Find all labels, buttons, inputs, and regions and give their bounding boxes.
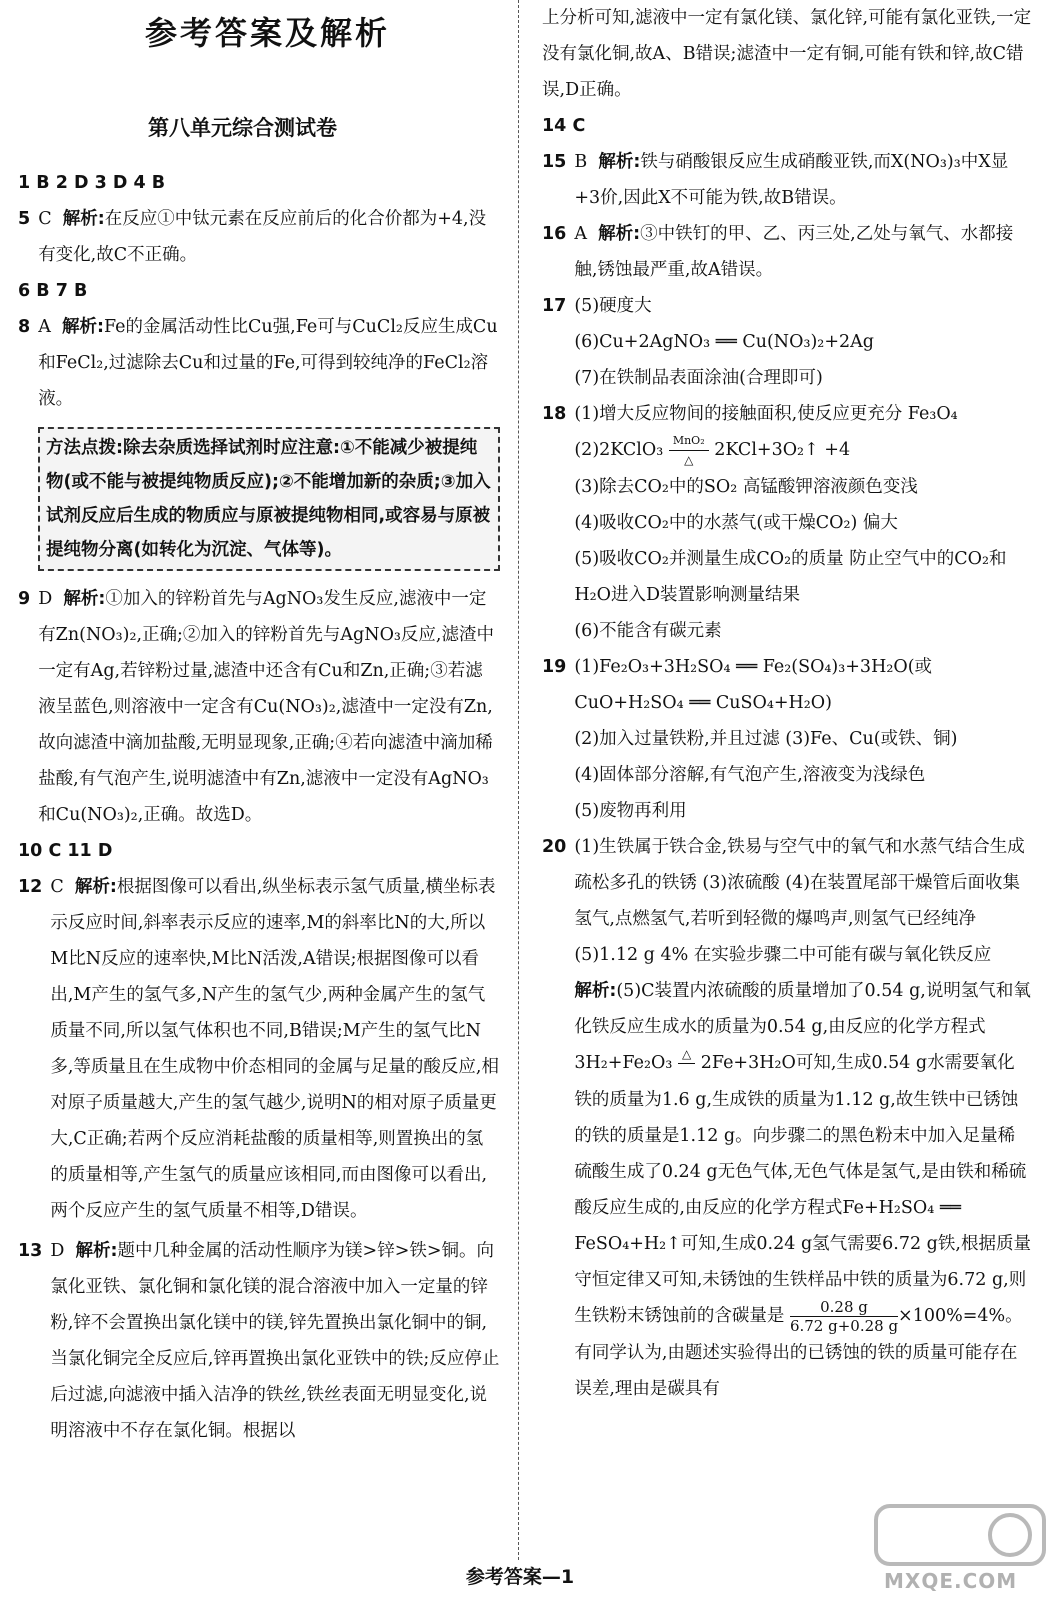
- carbon-content-fraction: $\frac{0.28 g}{6.72 g+0.28 g}$: [789, 1298, 899, 1335]
- q19-part-5: (5)废物再利用: [574, 801, 687, 821]
- answer-14: [542, 108, 1032, 144]
- analysis-label: 解析:: [61, 317, 104, 337]
- question-number: 12: [18, 877, 43, 897]
- answer-letter: D: [50, 1241, 65, 1261]
- question-8: [18, 309, 500, 417]
- analysis-text: 铁与硝酸银反应生成硝酸亚铁,而X(NO₃)₃中X显+3价,因此X不可能为铁,故B错误。: [574, 152, 1009, 208]
- left-column: [18, 165, 500, 1449]
- q17-part-5: (5)硬度大: [574, 296, 652, 316]
- answer-letter: B: [574, 152, 588, 172]
- answers-1-4: [18, 165, 500, 201]
- page-footer: 参考答案—1: [465, 1566, 575, 1588]
- q18-part-3: (3)除去CO₂中的SO₂ 高锰酸钾溶液颜色变浅: [574, 477, 918, 497]
- answers-10-11: [18, 833, 500, 869]
- q17-part-7: (7)在铁制品表面涂油(合理即可): [574, 368, 823, 388]
- analysis-label: 解析:: [63, 589, 106, 609]
- analysis-text: 根据图像可以看出,纵坐标表示氢气质量,横坐标表示反应时间,斜率表示反应的速率,M的斜率比N的大,所以M比N反应的速率快,M比N活泼,A错误;根据图像可以看出,M产生的氢气多,N产生的氢气少,两种金属产生的氢气质量不同,所以氢气体积也不同,B错误;M产生的氢气比N多,等质量且在生成物中价态相同的金属与足量的酸反应,相对原子质量越大,产生的氢气越少,说明N的相对原子质量更大,C正确;若两个反应消耗盐酸的质量相等,则置换出的氢的质量相等,产生氢气的质量应该相同,而由图像可以看出,两个反应产生的氢气质量不相等,D错误。: [50, 877, 499, 1221]
- question-number: 20: [542, 837, 567, 857]
- question-number: 9: [18, 589, 31, 609]
- question-5: [18, 201, 500, 273]
- question-number: 18: [542, 404, 567, 424]
- right-column: [542, 0, 1032, 1407]
- question-18: [542, 396, 1032, 649]
- answers-1-4-text: 1 B 2 D 3 D 4 B: [18, 173, 166, 193]
- question-19: [542, 649, 1032, 829]
- answers-10-11-text: 10 C 11 D: [18, 841, 113, 861]
- question-20: [542, 829, 1032, 1407]
- q18-part-2: (2)2KClO₃ $\frac{\text{MnO₂}}{\triangle}$ 2KCl+3O₂↑ +4: [574, 434, 851, 467]
- answer-14-text: 14 C: [542, 116, 586, 136]
- question-12: [18, 869, 500, 1229]
- q18-part-4: (4)吸收CO₂中的水蒸气(或干燥CO₂) 偏大: [574, 513, 898, 533]
- watermark-logo: [870, 1500, 1050, 1595]
- q18-part-1: (1)增大反应物间的接触面积,使反应更充分 Fe₃O₄: [574, 404, 958, 424]
- analysis-label: 解析:: [598, 152, 641, 172]
- analysis-label: 解析:: [74, 877, 117, 897]
- reaction-condition: $\frac{\text{MnO₂}}{\triangle}$: [669, 432, 709, 469]
- q20-answer-text: (1)生铁属于铁合金,铁易与空气中的氧气和水蒸气结合生成疏松多孔的铁锈 (3)浓硫酸 (4)在装置尾部干燥管后面收集氢气,点燃氢气,若听到轻微的爆鸣声,则氢气已经纯净 (5)1.12 g 4% 在实验步骤二中可能有碳与氧化铁反应: [574, 837, 1025, 965]
- question-15: [542, 144, 1032, 216]
- question-number: 16: [542, 224, 567, 244]
- analysis-label: 解析:: [75, 1241, 118, 1261]
- column-divider: [518, 0, 520, 1560]
- question-number: 8: [18, 317, 31, 337]
- question-number: 17: [542, 296, 567, 316]
- analysis-text: 题中几种金属的活动性顺序为镁>锌>铁>铜。向氯化亚铁、氯化铜和氯化镁的混合溶液中加入一定量的锌粉,锌不会置换出氯化镁中的镁,锌先置换出氯化铜中的铜,当氯化铜完全反应后,锌再置换出氯化亚铁中的铁;反应停止后过滤,向滤液中插入洁净的铁丝,铁丝表面无明显变化,说明溶液中不存在氯化铜。根据以: [50, 1241, 500, 1441]
- q19-part-1: (1)Fe₂O₃+3H₂SO₄ ══ Fe₂(SO₄)₃+3H₂O(或CuO+H₂SO₄ ══ CuSO₄+H₂O): [574, 657, 933, 713]
- question-17: [542, 288, 1032, 396]
- analysis-text: ①加入的锌粉首先与AgNO₃发生反应,滤液中一定有Zn(NO₃)₂,正确;②加入的锌粉首先与AgNO₃反应,滤渣中一定有Ag,若锌粉过量,滤渣中还含有Cu和Zn,正确;③若滤液呈蓝色,则溶液中一定含有Cu(NO₃)₂,滤渣中一定没有Zn,故向滤渣中滴加盐酸,无明显现象,正确;④若向滤渣中滴加稀盐酸,有气泡产生,说明滤渣中有Zn,滤液中一定没有AgNO₃和Cu(NO₃)₂,正确。故选D。: [38, 589, 494, 825]
- question-9: [18, 581, 500, 833]
- answers-6-7-text: 6 B 7 B: [18, 281, 88, 301]
- question-number: 5: [18, 209, 31, 229]
- answer-letter: C: [38, 209, 52, 229]
- answer-letter: A: [38, 317, 51, 337]
- answer-letter: C: [50, 877, 64, 897]
- q19-part-4: (4)固体部分溶解,有气泡产生,溶液变为浅绿色: [574, 765, 926, 785]
- answer-letter: D: [38, 589, 53, 609]
- method-tip-box: 方法点拨:除去杂质选择试剂时应注意:①不能减少被提纯物(或不能与被提纯物质反应);②不能增加新的杂质;③加入试剂反应后生成的物质应与原被提纯物相同,或容易与原被提纯物分离(如转化为沉淀、气体等)。: [38, 427, 500, 571]
- q19-part-2-3: (2)加入过量铁粉,并且过滤 (3)Fe、Cu(或铁、铜): [574, 729, 958, 749]
- analysis-text: ③中铁钉的甲、乙、丙三处,乙处与氧气、水都接触,锈蚀最严重,故A错误。: [574, 224, 1014, 280]
- answer-letter: A: [574, 224, 587, 244]
- q17-part-6: (6)Cu+2AgNO₃ ══ Cu(NO₃)₂+2Ag: [574, 332, 874, 352]
- q18-part-5: (5)吸收CO₂并测量生成CO₂的质量 防止空气中的CO₂和H₂O进入D装置影响测量结果: [574, 549, 1007, 605]
- question-number: 13: [18, 1241, 43, 1261]
- unit-title: 第八单元综合测试卷: [148, 116, 337, 140]
- analysis-text: 在反应①中钛元素在反应前后的化合价都为+4,没有变化,故C不正确。: [38, 209, 487, 265]
- watermark-icon: [870, 1500, 1050, 1570]
- question-13-continued: 上分析可知,滤液中一定有氯化镁、氯化锌,可能有氯化亚铁,一定没有氯化铜,故A、B错误;滤渣中一定有铜,可能有铁和锌,故C错误,D正确。: [542, 8, 1032, 100]
- q20-analysis: 解析:(5)C装置内浓硫酸的质量增加了0.54 g,说明氢气和氧化铁反应生成水的质量为0.54 g,由反应的化学方程式3H₂+Fe₂O₃ △ 2Fe+3H₂O可知,生成0.54 g水需要氧化铁的质量为1.6 g,生成铁的质量为1.12 g,故生铁中已锈蚀的铁的质量是1.12 g。向步骤二的黑色粉末中加入足量稀硫酸生成了0.24 g无色气体,无色气体是氢气,是由铁和稀硫酸反应生成的,由反应的化学方程式Fe+H₂SO₄ ══ FeSO₄+H₂↑可知,生成0.24 g氢气需要6.72 g铁,根据质量守恒定律又可知,未锈蚀的生铁样品中铁的质量为6.72 g,则生铁粉末锈蚀前的含碳量是 $\frac{0.28 g}{6.72 g+0.28 g}$ ×100%=4%。有同学认为,由题述实验得出的已锈蚀的铁的质量可能存在误差,理由是碳具有: [574, 981, 1031, 1399]
- question-number: 19: [542, 657, 567, 677]
- q18-part-6: (6)不能含有碳元素: [574, 621, 722, 641]
- watermark-text: MXQE.COM: [884, 1569, 1018, 1593]
- question-16: [542, 216, 1032, 288]
- analysis-text: Fe的金属活动性比Cu强,Fe可与CuCl₂反应生成Cu和FeCl₂,过滤除去Cu和过量的Fe,可得到较纯净的FeCl₂溶液。: [38, 317, 498, 409]
- analysis-label: 解析:: [598, 224, 641, 244]
- answers-6-7: [18, 273, 500, 309]
- reaction-condition: △: [678, 1045, 695, 1082]
- analysis-label: 解析:: [62, 209, 105, 229]
- question-13: [18, 1233, 500, 1449]
- page-title: 参考答案及解析: [145, 14, 391, 52]
- analysis-label: 解析:: [574, 981, 617, 1001]
- question-number: 15: [542, 152, 567, 172]
